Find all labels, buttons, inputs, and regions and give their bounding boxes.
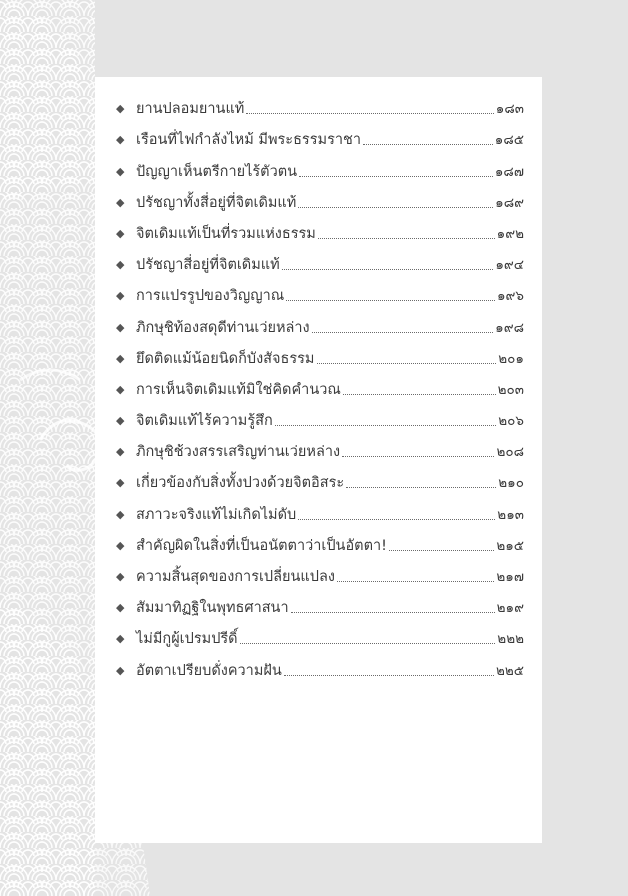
table-of-contents	[116, 88, 524, 681]
toc-entry-title: อัตตาเปรียบดั่งความฝัน	[136, 662, 282, 679]
toc-entry	[116, 306, 524, 337]
dot-leader	[299, 175, 493, 177]
dot-leader	[346, 486, 496, 488]
toc-entry-page-number: ๒๑๓	[497, 506, 524, 523]
toc-entry-page-number: ๒๐๑	[498, 350, 524, 367]
diamond-bullet-icon: ◆	[116, 195, 125, 209]
diamond-bullet-icon: ◆	[116, 632, 125, 646]
dot-leader	[389, 549, 494, 551]
diamond-bullet-icon: ◆	[116, 538, 125, 552]
dot-leader	[282, 268, 494, 270]
toc-entry-page-number: ๒๒๒	[497, 631, 524, 648]
toc-entry	[116, 150, 524, 181]
toc-entry	[116, 213, 524, 244]
toc-entry	[116, 649, 524, 680]
toc-entry	[116, 119, 524, 150]
diamond-bullet-icon: ◆	[116, 445, 125, 459]
toc-entry	[116, 400, 524, 431]
dot-leader	[275, 424, 496, 426]
dot-leader	[342, 455, 494, 457]
diamond-bullet-icon: ◆	[116, 414, 125, 428]
dot-leader	[317, 362, 497, 364]
toc-entry-title: จิตเดิมแท้เป็นที่รวมแห่งธรรม	[136, 225, 316, 242]
dot-leader	[343, 393, 496, 395]
diamond-bullet-icon: ◆	[116, 507, 125, 521]
toc-entry-page-number: ๑๙๔	[495, 257, 524, 274]
toc-entry	[116, 338, 524, 369]
dot-leader	[246, 112, 493, 114]
toc-entry-title: ปรัชญาสี่อยู่ที่จิตเดิมแท้	[136, 257, 280, 274]
toc-entry-page-number: ๑๙๖	[496, 288, 524, 305]
toc-entry-page-number: ๑๘๕	[494, 132, 524, 149]
toc-entry-page-number: ๑๘๗	[494, 163, 524, 180]
dot-leader	[318, 237, 495, 239]
toc-entry-title: ยานปลอมยานแท้	[136, 101, 245, 118]
toc-entry	[116, 556, 524, 587]
toc-entry-page-number: ๑๘๙	[495, 194, 524, 211]
toc-entry-page-number: ๒๑๙	[496, 600, 524, 617]
diamond-bullet-icon: ◆	[116, 320, 125, 334]
diamond-bullet-icon: ◆	[116, 382, 125, 396]
toc-entry-title: ปรัชญาทั้งสี่อยู่ที่จิตเดิมแท้	[136, 194, 297, 211]
toc-entry	[116, 275, 524, 306]
toc-entry-page-number: ๒๑๕	[496, 537, 524, 554]
diamond-bullet-icon: ◆	[116, 601, 125, 615]
toc-entry-title: สำคัญผิดในสิ่งที่เป็นอนัตตาว่าเป็นอัตตา!	[136, 537, 387, 554]
toc-entry-title: สัมมาทิฏฐิในพุทธศาสนา	[136, 600, 289, 617]
diamond-bullet-icon: ◆	[116, 289, 125, 303]
toc-entry-title: ปัญญาเห็นตรีกายไร้ตัวตน	[136, 163, 298, 180]
diamond-bullet-icon: ◆	[116, 663, 125, 677]
diamond-bullet-icon: ◆	[116, 226, 125, 240]
toc-entry-page-number: ๒๐๘	[496, 444, 524, 461]
diamond-bullet-icon: ◆	[116, 133, 125, 147]
toc-entry	[116, 587, 524, 618]
toc-entry	[116, 244, 524, 275]
toc-entry-title: สภาวะจริงแท้ไม่เกิดไม่ดับ	[136, 506, 297, 523]
toc-entry-title: เรือนที่ไฟกำลังไหม้ มีพระธรรมราชา	[136, 132, 361, 149]
dot-leader	[240, 642, 496, 644]
diamond-bullet-icon: ◆	[116, 570, 125, 583]
dot-leader	[291, 611, 495, 613]
toc-entry	[116, 369, 524, 400]
toc-entry-page-number: ๑๙๘	[495, 319, 524, 336]
toc-entry-page-number: ๒๑๐	[498, 475, 524, 492]
diamond-bullet-icon: ◆	[116, 476, 125, 490]
toc-entry-page-number: ๒๒๕	[495, 662, 524, 679]
toc-entry-title: ไม่มีกูผู้เปรมปรีดิ์	[136, 631, 238, 648]
toc-entry-page-number: ๑๘๓	[495, 101, 524, 118]
toc-entry-title: ภิกษุชิท้องสดุดีท่านเว่ยหล่าง	[136, 319, 310, 336]
toc-entry-title: ภิกษุชิช้วงสรรเสริญท่านเว่ยหล่าง	[136, 444, 341, 461]
dot-leader	[298, 206, 493, 208]
toc-entry-title: ความสิ้นสุดของการเปลี่ยนแปลง	[136, 569, 335, 585]
toc-entry-title: ยึดติดแม้น้อยนิดก็บังสัจธรรม	[136, 350, 315, 367]
toc-entry-title: จิตเดิมแท้ไร้ความรู้สึก	[136, 413, 273, 430]
dot-leader	[337, 580, 494, 582]
toc-entry-title: เกี่ยวข้องกับสิ่งทั้งปวงด้วยจิตอิสระ	[136, 475, 345, 492]
toc-entry	[116, 431, 524, 462]
toc-entry	[116, 525, 524, 556]
toc-entry-page-number: ๒๐๖	[498, 413, 524, 430]
toc-entry-title: การแปรรูปของวิญญาณ	[136, 288, 285, 305]
diamond-bullet-icon: ◆	[116, 164, 125, 178]
toc-entry-page-number: ๒๑๗	[496, 569, 524, 585]
toc-entry	[116, 462, 524, 493]
dot-leader	[284, 674, 494, 676]
dot-leader	[286, 299, 495, 301]
toc-entry	[116, 182, 524, 213]
toc-entry-page-number: ๑๙๒	[496, 225, 524, 242]
toc-entry	[116, 493, 524, 524]
toc-entry	[116, 88, 524, 119]
toc-entry-title: การเห็นจิตเดิมแท้มิใช่คิดคำนวณ	[136, 381, 341, 398]
diamond-bullet-icon: ◆	[116, 351, 125, 365]
dot-leader	[298, 518, 495, 520]
diamond-bullet-icon: ◆	[116, 258, 125, 272]
diamond-bullet-icon: ◆	[116, 102, 125, 116]
dot-leader	[312, 331, 493, 333]
toc-entry-page-number: ๒๐๓	[497, 381, 524, 398]
dot-leader	[363, 143, 493, 145]
toc-entry	[116, 618, 524, 649]
